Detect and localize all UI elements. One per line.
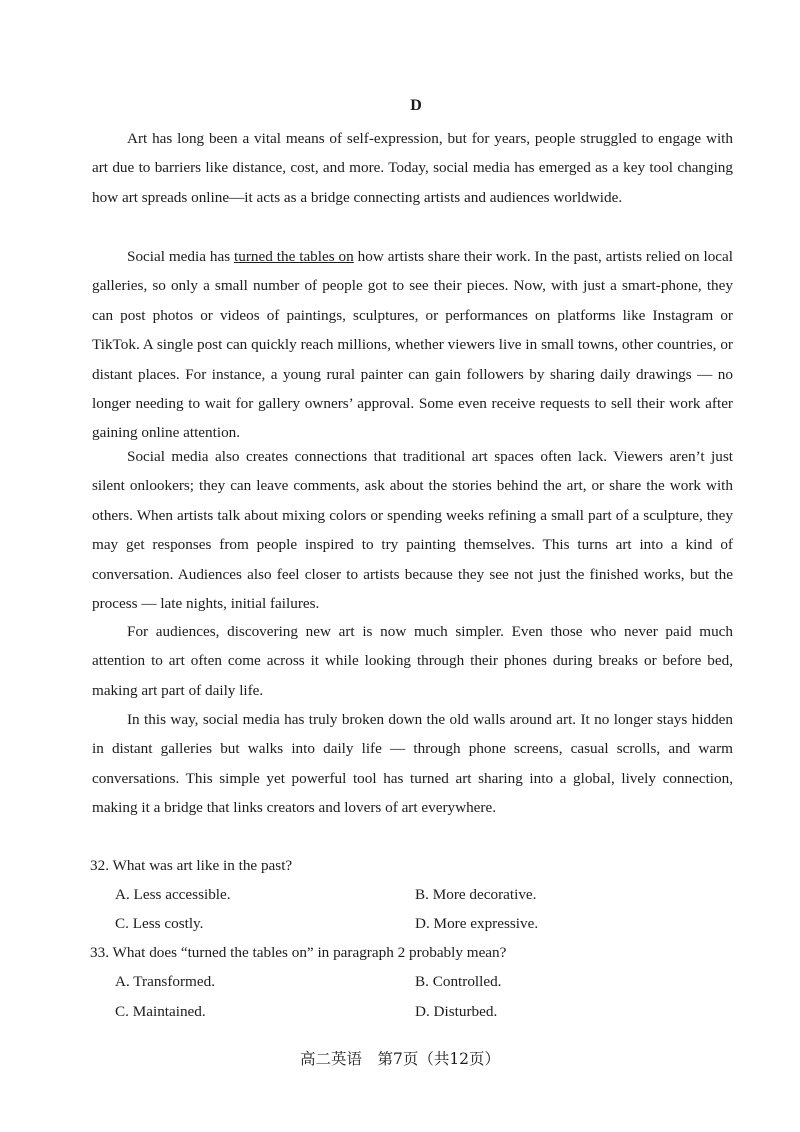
question-32-stem: 32. What was art like in the past? xyxy=(90,857,293,874)
question-32-option-d: D. More expressive. xyxy=(415,915,539,932)
paragraph-2 xyxy=(92,242,733,448)
paragraph-5 xyxy=(92,705,733,823)
underlined-phrase: turned the tables on xyxy=(234,248,354,265)
paragraph-5-text: In this way, social media has truly broken down the old walls around art. It no longer stays hidden in distant galleries but walks into daily life — through phone screens, casual scrolls, and warm conversations. This simple yet powerful tool has turned art sharing into a global, lively connection, making it a bridge that links creators and lovers of art everywhere. xyxy=(92,711,733,817)
question-33-option-d: D. Disturbed. xyxy=(415,1003,498,1020)
question-32-option-a: A. Less accessible. xyxy=(115,886,231,903)
question-33-option-c: C. Maintained. xyxy=(115,1003,206,1020)
question-33-option-b: B. Controlled. xyxy=(415,973,502,990)
paragraph-1 xyxy=(92,124,733,212)
question-33-stem: 33. What does “turned the tables on” in paragraph 2 probably mean? xyxy=(90,944,507,961)
page-footer: 高二英语 第7页（共12页） xyxy=(299,1050,501,1068)
paragraph-2-text-start: Social media has xyxy=(127,248,235,265)
question-32-option-c: C. Less costly. xyxy=(115,915,204,932)
question-32-option-b: B. More decorative. xyxy=(415,886,537,903)
paragraph-2-text-end: how artists share their work. In the past, artists relied on local galleries, so only a small number of people got to see their pieces. Now, with just a smart-phone, they can post photos or videos of paintings, sculptures, or performances on platforms like Instagram or TikTok. A single post can quickly reach millions, whether viewers live in small towns, other countries, or distant places. For instance, a young rural painter can gain followers by sharing daily drawings — no longer needing to wait for gallery owners’ approval. Some even receive requests to sell their work after gaining online attention. xyxy=(92,248,733,442)
question-33-option-a: A. Transformed. xyxy=(115,973,215,990)
paragraph-3-text: Social media also creates connections that traditional art spaces often lack. Viewers aren’t just silent onlookers; they can leave comments, ask about the stories behind the art, or share the work with others. When artists talk about mixing colors or spending weeks refining a small part of a sculpture, they may get responses from people inspired to try painting themselves. This turns art into a kind of conversation. Audiences also feel closer to artists because they see not just the finished works, but the process — late nights, initial failures. xyxy=(92,448,733,613)
paragraph-4-text: For audiences, discovering new art is now much simpler. Even those who never paid much attention to art often come across it while looking through their phones during breaks or before bed, making art part of daily life. xyxy=(92,623,733,699)
paragraph-4 xyxy=(92,617,733,705)
paragraph-1-text: Art has long been a vital means of self-expression, but for years, people struggled to engage with art due to barriers like distance, cost, and more. Today, social media has emerged as a key tool changing how art spreads online—it acts as a bridge connecting artists and audiences worldwide. xyxy=(92,130,733,206)
paragraph-3 xyxy=(92,442,733,618)
section-letter: D xyxy=(410,97,422,114)
